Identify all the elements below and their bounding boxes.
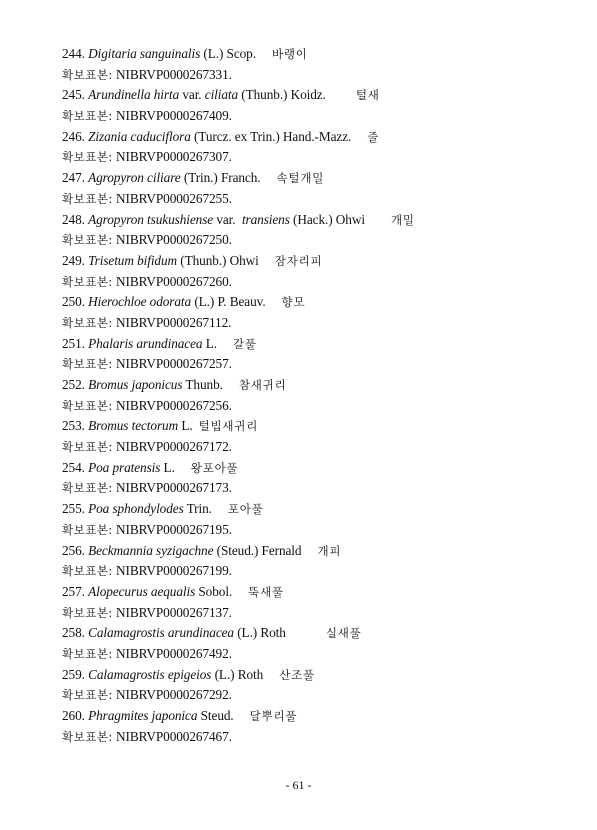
specimen-id: NIBRVP0000267409. xyxy=(116,108,232,124)
korean-name: 털새 xyxy=(355,88,380,103)
specimen-line xyxy=(62,685,582,706)
specimen-id: NIBRVP0000267172. xyxy=(116,439,232,455)
species-line xyxy=(62,127,582,148)
entry-number: 258. xyxy=(62,625,85,641)
specimen-line xyxy=(62,727,582,748)
list-item xyxy=(62,623,582,664)
list-item xyxy=(62,375,582,416)
infraspecific-name: transiens xyxy=(241,211,290,227)
authority: L. xyxy=(205,335,217,351)
specimen-line xyxy=(62,272,582,293)
specimen-id: NIBRVP0000267173. xyxy=(116,480,232,496)
authority: (L.) Roth xyxy=(237,625,286,641)
specimen-label: 확보표본: xyxy=(62,191,113,206)
korean-name: 달뿌리풀 xyxy=(249,709,298,723)
authority: (Steud.) Fernald xyxy=(216,542,302,558)
specimen-label: 확보표본: xyxy=(62,398,113,413)
scientific-name: Arundinella hirta xyxy=(88,87,180,103)
rank-marker: var. xyxy=(216,211,236,227)
species-line xyxy=(62,292,582,313)
specimen-line xyxy=(62,354,582,375)
authority: Thunb. xyxy=(185,377,223,392)
species-line xyxy=(62,251,582,272)
entry-number: 250. xyxy=(62,294,85,310)
specimen-label: 확보표본: xyxy=(62,233,113,248)
list-item xyxy=(62,168,582,209)
species-line xyxy=(62,210,582,231)
specimen-id: NIBRVP0000267492. xyxy=(116,645,232,661)
korean-name: 향모 xyxy=(281,295,306,310)
specimen-label: 확보표본: xyxy=(62,522,113,537)
scientific-name: Poa sphondylodes xyxy=(88,501,184,517)
list-item xyxy=(62,665,582,706)
specimen-line xyxy=(62,520,582,541)
species-line xyxy=(62,582,582,603)
list-item xyxy=(62,499,582,540)
korean-name: 참새귀리 xyxy=(238,378,287,392)
korean-name: 바랭이 xyxy=(271,47,308,61)
species-line xyxy=(62,623,582,644)
korean-name: 갈풀 xyxy=(232,336,257,351)
specimen-id: NIBRVP0000267199. xyxy=(116,563,232,579)
korean-name: 개밀 xyxy=(390,212,415,227)
scientific-name: Agropyron tsukushiense xyxy=(88,211,214,227)
specimen-id: NIBRVP0000267331. xyxy=(116,66,232,82)
korean-name: 털빕새귀리 xyxy=(198,419,259,434)
rank-marker: var. xyxy=(182,87,202,103)
scientific-name: Poa pratensis xyxy=(88,459,161,475)
list-item xyxy=(62,416,582,457)
scientific-name: Calamagrostis epigeios xyxy=(88,666,212,682)
specimen-line xyxy=(62,396,582,417)
scientific-name: Agropyron ciliare xyxy=(88,170,181,186)
korean-name: 개피 xyxy=(317,543,342,558)
list-item xyxy=(62,44,582,85)
entry-number: 246. xyxy=(62,128,85,144)
species-line xyxy=(62,334,582,355)
specimen-label: 확보표본: xyxy=(62,646,113,661)
specimen-id: NIBRVP0000267467. xyxy=(116,728,232,744)
specimen-label: 확보표본: xyxy=(62,109,113,124)
specimen-label: 확보표본: xyxy=(62,688,113,703)
specimen-label: 확보표본: xyxy=(62,274,113,289)
specimen-line xyxy=(62,230,582,251)
specimen-id: NIBRVP0000267195. xyxy=(116,521,232,537)
specimen-label: 확보표본: xyxy=(62,67,113,82)
authority: L. xyxy=(163,459,175,475)
species-line xyxy=(62,168,582,189)
list-item xyxy=(62,210,582,251)
authority: (Trin.) Franch. xyxy=(183,170,261,186)
specimen-id: NIBRVP0000267137. xyxy=(116,604,232,620)
entry-number: 253. xyxy=(62,418,85,434)
species-line xyxy=(62,541,582,562)
list-item xyxy=(62,85,582,126)
specimen-id: NIBRVP0000267250. xyxy=(116,232,232,248)
specimen-line xyxy=(62,313,582,334)
specimen-id: NIBRVP0000267257. xyxy=(116,356,232,372)
korean-name: 포아풀 xyxy=(227,502,264,517)
entry-number: 254. xyxy=(62,459,85,475)
specimen-line xyxy=(62,147,582,168)
specimen-line xyxy=(62,106,582,127)
korean-name: 왕포아풀 xyxy=(190,460,239,475)
korean-name: 잠자리피 xyxy=(274,253,323,268)
list-item xyxy=(62,127,582,168)
authority: (L.) Scop. xyxy=(203,46,256,61)
specimen-id: NIBRVP0000267112. xyxy=(116,314,232,330)
scientific-name: Calamagrostis arundinacea xyxy=(88,625,234,641)
entry-number: 247. xyxy=(62,170,85,186)
scientific-name: Alopecurus aequalis xyxy=(88,583,196,599)
specimen-line xyxy=(62,478,582,499)
authority: L. xyxy=(181,418,193,434)
scientific-name: Hierochloe odorata xyxy=(88,294,192,310)
list-item xyxy=(62,292,582,333)
entry-number: 257. xyxy=(62,583,85,599)
entry-number: 245. xyxy=(62,87,85,103)
authority: (Hack.) Ohwi xyxy=(293,211,365,227)
list-item xyxy=(62,582,582,623)
entry-number: 259. xyxy=(62,666,85,682)
species-line xyxy=(62,706,582,727)
authority: (Turcz. ex Trin.) Hand.-Mazz. xyxy=(193,128,352,144)
specimen-id: NIBRVP0000267292. xyxy=(116,687,232,703)
list-item xyxy=(62,458,582,499)
korean-name: 속털개밀 xyxy=(276,171,325,186)
authority: (L.) Roth xyxy=(214,666,264,682)
authority: (Thunb.) Ohwi xyxy=(180,252,259,268)
specimen-label: 확보표본: xyxy=(62,357,113,372)
entry-number: 256. xyxy=(62,542,85,558)
specimen-id: NIBRVP0000267260. xyxy=(116,273,232,289)
scientific-name: Digitaria sanguinalis xyxy=(88,46,201,61)
page-number: - 61 - xyxy=(285,778,312,792)
korean-name: 줄 xyxy=(367,129,380,144)
entry-number: 244. xyxy=(62,46,85,61)
specimen-label: 확보표본: xyxy=(62,440,113,455)
specimen-id: NIBRVP0000267255. xyxy=(116,190,232,206)
scientific-name: Beckmannia syzigachne xyxy=(88,542,214,558)
list-item xyxy=(62,541,582,582)
specimen-line xyxy=(62,65,582,86)
specimen-id: NIBRVP0000267256. xyxy=(116,397,232,413)
specimen-line xyxy=(62,603,582,624)
specimen-label: 확보표본: xyxy=(62,605,113,620)
entry-number: 248. xyxy=(62,211,85,227)
species-line xyxy=(62,44,582,65)
specimen-line xyxy=(62,189,582,210)
species-line xyxy=(62,85,582,106)
entry-number: 252. xyxy=(62,377,85,392)
species-line xyxy=(62,375,582,396)
authority: Trin. xyxy=(186,501,212,517)
list-item xyxy=(62,706,582,747)
specimen-label: 확보표본: xyxy=(62,564,113,579)
authority: Sobol. xyxy=(198,583,233,599)
entry-number: 260. xyxy=(62,708,85,723)
infraspecific-name: ciliata xyxy=(204,87,239,103)
scientific-name: Phragmites japonica xyxy=(88,708,198,723)
scientific-name: Trisetum bifidum xyxy=(88,252,178,268)
authority: (Thunb.) Koidz. xyxy=(241,87,326,103)
entry-number: 255. xyxy=(62,501,85,517)
specimen-id: NIBRVP0000267307. xyxy=(116,149,232,165)
specimen-label: 확보표본: xyxy=(62,481,113,496)
species-list xyxy=(62,44,582,747)
specimen-line xyxy=(62,437,582,458)
list-item xyxy=(62,334,582,375)
list-item xyxy=(62,251,582,292)
species-line xyxy=(62,499,582,520)
scientific-name: Phalaris arundinacea xyxy=(88,335,203,351)
entry-number: 249. xyxy=(62,252,85,268)
specimen-line xyxy=(62,561,582,582)
scientific-name: Bromus tectorum xyxy=(88,418,179,434)
specimen-line xyxy=(62,644,582,665)
korean-name: 뚝새풀 xyxy=(248,584,284,599)
specimen-label: 확보표본: xyxy=(62,729,113,744)
specimen-label: 확보표본: xyxy=(62,150,113,165)
authority: (L.) P. Beauv. xyxy=(194,294,266,310)
korean-name: 산조풀 xyxy=(279,667,315,682)
authority: Steud. xyxy=(200,708,234,723)
species-line xyxy=(62,665,582,686)
species-line xyxy=(62,416,582,437)
scientific-name: Bromus japonicus xyxy=(88,377,183,392)
scientific-name: Zizania caduciflora xyxy=(88,128,191,144)
entry-number: 251. xyxy=(62,335,85,351)
korean-name: 실새풀 xyxy=(325,626,362,641)
species-line xyxy=(62,458,582,479)
specimen-label: 확보표본: xyxy=(62,315,113,330)
